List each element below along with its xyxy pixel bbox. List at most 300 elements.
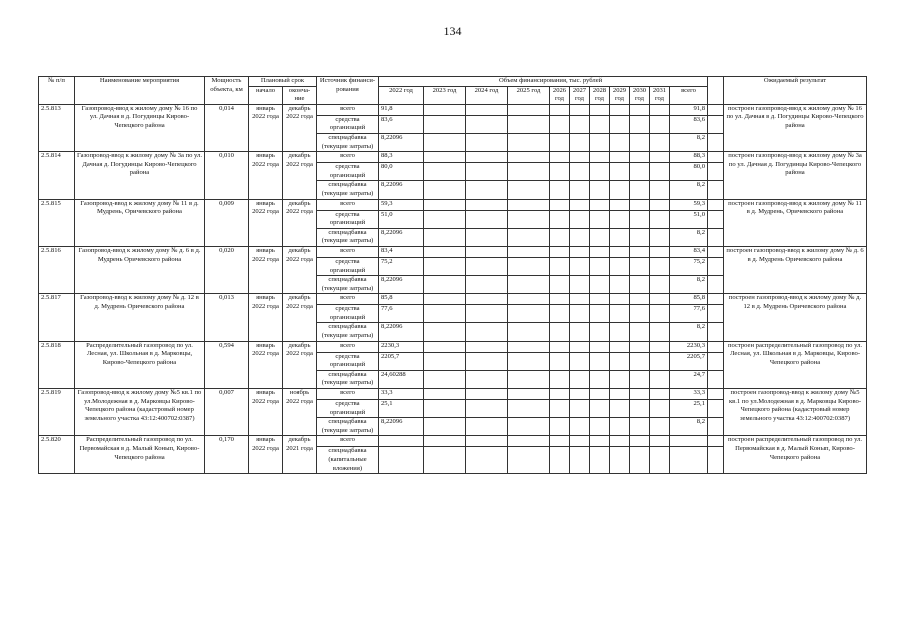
row-value-empty: [424, 418, 466, 436]
row-source: средства организаций: [317, 305, 379, 323]
row-value-empty: [630, 133, 650, 151]
row-value-empty: [610, 294, 630, 305]
row-name: Газопровод-ввод к жилому дому №5 кв.1 по ул.Молодежная в д. Марковцы Кирово-Чепецкого района (кадастровый номер земельного участка 43:12:400702:0387): [75, 389, 205, 436]
row-value-empty: [610, 152, 630, 163]
row-value-empty: [570, 447, 590, 474]
row-value-empty: [424, 228, 466, 246]
table-row: [39, 436, 867, 447]
row-end: декабрь 2022 года: [283, 246, 317, 293]
row-value-empty: [508, 389, 550, 400]
row-value-empty: [650, 447, 670, 474]
row-spacer: [708, 323, 724, 341]
row-value-empty: [508, 115, 550, 133]
row-total: 33,3: [670, 389, 708, 400]
row-value-empty: [610, 305, 630, 323]
row-value-empty: [610, 447, 630, 474]
row-value-empty: [466, 418, 508, 436]
row-source: спецнадбавка (текущие затраты): [317, 418, 379, 436]
row-source: средства организаций: [317, 257, 379, 275]
row-total: 80,0: [670, 163, 708, 181]
row-value-empty: [424, 199, 466, 210]
row-name: Газопровод-ввод к жилому дому № 16 по ул. Дачная в д. Погудинцы Кирово-Чепецкого района: [75, 104, 205, 151]
row-value-empty: [590, 199, 610, 210]
row-value-empty: [424, 400, 466, 418]
row-value-2022: 8,22096: [379, 181, 424, 199]
row-value-empty: [610, 199, 630, 210]
row-value-empty: [610, 341, 630, 352]
header-year: 2024 год: [466, 86, 508, 104]
row-value-2022: [379, 447, 424, 474]
row-value-2022: 85,8: [379, 294, 424, 305]
table-row: [39, 152, 867, 163]
row-capacity: 0,009: [205, 199, 249, 246]
row-source: всего: [317, 341, 379, 352]
row-start: январь 2022 года: [249, 436, 283, 474]
row-value-empty: [570, 418, 590, 436]
row-value-2022: 8,22096: [379, 228, 424, 246]
row-value-empty: [610, 210, 630, 228]
header-year: 2029 год: [610, 86, 630, 104]
row-spacer: [708, 228, 724, 246]
header-financing: Объем финансирования, тыс. рублей: [379, 77, 708, 87]
row-spacer: [708, 181, 724, 199]
row-value-empty: [466, 115, 508, 133]
row-value-2022: 83,6: [379, 115, 424, 133]
row-source: спецнадбавка (текущие затраты): [317, 228, 379, 246]
row-value-empty: [550, 341, 570, 352]
row-value-2022: 80,0: [379, 163, 424, 181]
row-value-empty: [508, 305, 550, 323]
row-value-empty: [590, 341, 610, 352]
row-value-empty: [424, 276, 466, 294]
row-value-empty: [466, 210, 508, 228]
header-year: 2027 год: [570, 86, 590, 104]
row-result: построен газопровод-ввод к жилому дому № 11 в д. Мудрень, Оричевского района: [724, 199, 867, 246]
row-total: 8,2: [670, 181, 708, 199]
row-value-empty: [550, 133, 570, 151]
row-total: 8,2: [670, 228, 708, 246]
row-value-empty: [570, 257, 590, 275]
row-number: 2.5.813: [39, 104, 75, 151]
row-value-empty: [630, 152, 650, 163]
row-capacity: 0,014: [205, 104, 249, 151]
row-total: 51,0: [670, 210, 708, 228]
row-value-empty: [550, 305, 570, 323]
row-result: построен газопровод-ввод к жилому дому № д. 6 в д. Мудрень Оричевского района: [724, 246, 867, 293]
header-num: № п/п: [39, 77, 75, 105]
row-value-empty: [650, 199, 670, 210]
row-value-empty: [466, 294, 508, 305]
row-value-empty: [590, 228, 610, 246]
row-spacer: [708, 341, 724, 352]
row-total: 8,2: [670, 276, 708, 294]
row-capacity: 0,170: [205, 436, 249, 474]
row-value-empty: [590, 133, 610, 151]
row-value-empty: [610, 370, 630, 388]
row-value-empty: [466, 436, 508, 447]
row-value-empty: [590, 104, 610, 115]
row-spacer: [708, 104, 724, 115]
row-value-empty: [590, 115, 610, 133]
row-value-empty: [550, 257, 570, 275]
row-total: 8,2: [670, 323, 708, 341]
row-value-empty: [508, 133, 550, 151]
row-value-empty: [466, 181, 508, 199]
row-value-empty: [508, 323, 550, 341]
row-value-empty: [508, 246, 550, 257]
row-value-empty: [610, 436, 630, 447]
row-value-empty: [630, 436, 650, 447]
header-capacity: Мощность объекта, км: [205, 77, 249, 105]
row-value-empty: [508, 257, 550, 275]
table-row: [39, 199, 867, 210]
row-source: спецнадбавка (текущие затраты): [317, 181, 379, 199]
row-value-empty: [590, 400, 610, 418]
row-spacer: [708, 305, 724, 323]
row-value-empty: [610, 257, 630, 275]
row-value-empty: [630, 370, 650, 388]
row-value-empty: [570, 181, 590, 199]
header-name: Наименование мероприятия: [75, 77, 205, 105]
row-value-empty: [424, 115, 466, 133]
row-value-empty: [570, 163, 590, 181]
row-value-empty: [630, 400, 650, 418]
row-value-empty: [550, 152, 570, 163]
row-value-empty: [610, 246, 630, 257]
row-source: всего: [317, 294, 379, 305]
row-value-empty: [466, 341, 508, 352]
row-value-empty: [466, 305, 508, 323]
row-value-empty: [650, 323, 670, 341]
row-number: 2.5.814: [39, 152, 75, 199]
row-value-empty: [650, 104, 670, 115]
row-value-2022: 24,60288: [379, 370, 424, 388]
row-value-empty: [508, 418, 550, 436]
row-value-empty: [550, 370, 570, 388]
row-source: средства организаций: [317, 115, 379, 133]
row-end: декабрь 2022 года: [283, 104, 317, 151]
row-value-empty: [590, 152, 610, 163]
row-source: всего: [317, 199, 379, 210]
row-value-empty: [650, 400, 670, 418]
row-spacer: [708, 276, 724, 294]
row-value-empty: [650, 436, 670, 447]
table-row: [39, 246, 867, 257]
table-row: [39, 104, 867, 115]
row-start: январь 2022 года: [249, 389, 283, 436]
header-year: 2025 год: [508, 86, 550, 104]
row-value-2022: 77,6: [379, 305, 424, 323]
row-total: 8,2: [670, 133, 708, 151]
row-value-empty: [630, 389, 650, 400]
row-value-empty: [424, 133, 466, 151]
row-value-empty: [650, 210, 670, 228]
row-value-empty: [424, 352, 466, 370]
row-value-empty: [424, 389, 466, 400]
row-source: спецнадбавка (текущие затраты): [317, 276, 379, 294]
row-value-empty: [570, 436, 590, 447]
row-value-empty: [508, 294, 550, 305]
header-year: 2023 год: [424, 86, 466, 104]
row-total: 2230,3: [670, 341, 708, 352]
row-spacer: [708, 389, 724, 400]
row-total: 2205,7: [670, 352, 708, 370]
row-value-empty: [508, 370, 550, 388]
row-value-empty: [570, 152, 590, 163]
row-value-empty: [630, 418, 650, 436]
row-value-empty: [466, 400, 508, 418]
row-value-empty: [424, 305, 466, 323]
row-spacer: [708, 210, 724, 228]
row-value-empty: [550, 352, 570, 370]
row-value-empty: [550, 163, 570, 181]
row-value-empty: [466, 389, 508, 400]
row-value-empty: [630, 199, 650, 210]
header-term-start: начало: [249, 86, 283, 104]
row-end: декабрь 2022 года: [283, 341, 317, 388]
row-start: январь 2022 года: [249, 294, 283, 341]
row-value-empty: [590, 352, 610, 370]
row-value-empty: [570, 246, 590, 257]
row-number: 2.5.817: [39, 294, 75, 341]
row-value-empty: [570, 323, 590, 341]
row-value-empty: [650, 341, 670, 352]
row-value-empty: [590, 447, 610, 474]
row-value-empty: [508, 163, 550, 181]
row-spacer: [708, 447, 724, 474]
row-source: всего: [317, 436, 379, 447]
row-value-empty: [650, 389, 670, 400]
row-spacer: [708, 294, 724, 305]
row-value-empty: [550, 199, 570, 210]
financing-table: [38, 76, 867, 474]
row-name: Распределительный газопровод по ул. Первомайская в д. Малый Конып, Кирово-Чепецкого района: [75, 436, 205, 474]
row-spacer: [708, 370, 724, 388]
row-value-empty: [508, 228, 550, 246]
row-end: декабрь 2022 года: [283, 199, 317, 246]
row-value-2022: 25,1: [379, 400, 424, 418]
row-result: построен газопровод-ввод к жилому дому № 3а по ул. Дачная д. Погудинцы Кирово-Чепецкого района: [724, 152, 867, 199]
row-source: всего: [317, 246, 379, 257]
row-value-empty: [610, 400, 630, 418]
row-value-2022: 88,3: [379, 152, 424, 163]
row-value-empty: [466, 199, 508, 210]
row-source: всего: [317, 389, 379, 400]
row-result: построен распределительный газопровод по ул. Лесная, ул. Школьная в д. Марковцы, Кирово-Чепецкого района: [724, 341, 867, 388]
row-value-empty: [610, 133, 630, 151]
row-value-empty: [610, 115, 630, 133]
row-value-empty: [570, 370, 590, 388]
row-end: декабрь 2022 года: [283, 294, 317, 341]
row-value-empty: [508, 152, 550, 163]
row-total: 25,1: [670, 400, 708, 418]
row-value-empty: [570, 228, 590, 246]
row-value-empty: [570, 341, 590, 352]
row-value-empty: [650, 115, 670, 133]
row-name: Газопровод-ввод к жилому дому № д. 6 в д. Мудрень Оричевского района: [75, 246, 205, 293]
row-value-empty: [650, 228, 670, 246]
row-value-empty: [550, 294, 570, 305]
row-source: средства организаций: [317, 210, 379, 228]
row-value-empty: [550, 389, 570, 400]
row-value-empty: [630, 341, 650, 352]
row-value-2022: 51,0: [379, 210, 424, 228]
page-number: 134: [443, 24, 462, 38]
header-year: 2028 год: [590, 86, 610, 104]
row-value-empty: [550, 436, 570, 447]
row-value-empty: [466, 163, 508, 181]
row-value-empty: [570, 389, 590, 400]
row-value-2022: 75,2: [379, 257, 424, 275]
row-value-2022: 2230,3: [379, 341, 424, 352]
row-capacity: 0,007: [205, 389, 249, 436]
row-value-empty: [650, 418, 670, 436]
row-value-empty: [550, 418, 570, 436]
row-value-empty: [590, 294, 610, 305]
row-capacity: 0,020: [205, 246, 249, 293]
row-value-empty: [466, 133, 508, 151]
row-value-2022: [379, 436, 424, 447]
row-value-empty: [424, 246, 466, 257]
row-value-empty: [650, 163, 670, 181]
row-value-empty: [508, 400, 550, 418]
row-spacer: [708, 436, 724, 447]
row-value-2022: 59,3: [379, 199, 424, 210]
row-value-empty: [610, 323, 630, 341]
row-start: январь 2022 года: [249, 104, 283, 151]
row-value-empty: [466, 152, 508, 163]
row-value-empty: [570, 305, 590, 323]
row-value-empty: [630, 246, 650, 257]
header-term-end: оконча- ние: [283, 86, 317, 104]
row-end: ноябрь 2022 года: [283, 389, 317, 436]
row-spacer: [708, 418, 724, 436]
row-value-empty: [590, 257, 610, 275]
row-value-empty: [650, 246, 670, 257]
row-value-empty: [650, 294, 670, 305]
row-value-2022: 8,22096: [379, 133, 424, 151]
row-value-empty: [650, 370, 670, 388]
row-value-empty: [550, 104, 570, 115]
row-value-empty: [610, 418, 630, 436]
row-value-2022: 2205,7: [379, 352, 424, 370]
header-year: 2022 год: [379, 86, 424, 104]
row-spacer: [708, 115, 724, 133]
row-value-2022: 33,3: [379, 389, 424, 400]
row-start: январь 2022 года: [249, 341, 283, 388]
row-value-empty: [650, 276, 670, 294]
row-value-empty: [590, 276, 610, 294]
row-spacer: [708, 257, 724, 275]
row-value-empty: [508, 181, 550, 199]
row-value-empty: [466, 228, 508, 246]
row-value-empty: [550, 447, 570, 474]
row-result: построен газопровод-ввод к жилому дому № 16 по ул. Дачная в д. Погудинцы Кирово-Чепецкого района: [724, 104, 867, 151]
row-number: 2.5.816: [39, 246, 75, 293]
row-value-empty: [466, 370, 508, 388]
row-total: [670, 447, 708, 474]
row-value-empty: [508, 104, 550, 115]
row-value-empty: [508, 210, 550, 228]
row-value-empty: [550, 276, 570, 294]
row-value-empty: [550, 246, 570, 257]
row-value-empty: [630, 181, 650, 199]
row-total: 85,8: [670, 294, 708, 305]
row-number: 2.5.819: [39, 389, 75, 436]
row-value-empty: [630, 257, 650, 275]
row-value-empty: [630, 115, 650, 133]
row-total: 24,7: [670, 370, 708, 388]
row-spacer: [708, 152, 724, 163]
row-total: 77,6: [670, 305, 708, 323]
row-end: декабрь 2021 года: [283, 436, 317, 474]
row-value-empty: [630, 294, 650, 305]
row-number: 2.5.820: [39, 436, 75, 474]
header-total: всего: [670, 86, 708, 104]
row-capacity: 0,594: [205, 341, 249, 388]
row-name: Распределительный газопровод по ул. Лесная, ул. Школьная в д. Марковцы, Кирово-Чепецкого района: [75, 341, 205, 388]
row-value-empty: [550, 400, 570, 418]
row-value-empty: [424, 210, 466, 228]
row-value-empty: [650, 181, 670, 199]
row-value-empty: [610, 352, 630, 370]
row-result: построен распределительный газопровод по ул. Первомайская в д. Малый Конып, Кирово-Чепецкого района: [724, 436, 867, 474]
header-year: 2031 год: [650, 86, 670, 104]
header-spacer: [708, 77, 724, 105]
row-source: спецнадбавка (текущие затраты): [317, 370, 379, 388]
header-row: [39, 77, 867, 87]
row-value-empty: [590, 436, 610, 447]
row-value-empty: [550, 115, 570, 133]
row-spacer: [708, 199, 724, 210]
row-total: 83,4: [670, 246, 708, 257]
row-value-empty: [550, 323, 570, 341]
row-result: построен газопровод-ввод к жилому дому № д. 12 в д. Мудрень Оричевского района: [724, 294, 867, 341]
row-total: [670, 436, 708, 447]
row-value-empty: [610, 276, 630, 294]
row-value-empty: [610, 389, 630, 400]
row-value-empty: [466, 257, 508, 275]
header-year: 2026 год: [550, 86, 570, 104]
row-value-empty: [570, 210, 590, 228]
row-total: 83,6: [670, 115, 708, 133]
row-value-empty: [508, 352, 550, 370]
row-spacer: [708, 246, 724, 257]
row-source: средства организаций: [317, 163, 379, 181]
row-value-empty: [466, 352, 508, 370]
row-value-empty: [570, 400, 590, 418]
row-source: средства организаций: [317, 352, 379, 370]
row-result: построен газопровод-ввод к жилому дому №5 кв.1 по ул.Молодежная в д. Марковцы Кирово-Чепецкого района (кадастровый номер земельного участка 43:12:400702:0387): [724, 389, 867, 436]
row-value-empty: [570, 294, 590, 305]
row-value-empty: [590, 305, 610, 323]
row-value-empty: [570, 115, 590, 133]
row-spacer: [708, 400, 724, 418]
row-start: январь 2022 года: [249, 152, 283, 199]
row-value-empty: [570, 104, 590, 115]
row-value-empty: [650, 133, 670, 151]
row-value-empty: [590, 210, 610, 228]
row-source: спецнадбавка (капитальные вложения): [317, 447, 379, 474]
row-value-2022: 91,8: [379, 104, 424, 115]
row-value-empty: [630, 352, 650, 370]
row-value-empty: [424, 323, 466, 341]
row-value-empty: [466, 246, 508, 257]
row-name: Газопровод-ввод к жилому дому № 3а по ул. Дачная д. Погудинцы Кирово-Чепецкого района: [75, 152, 205, 199]
row-value-empty: [570, 352, 590, 370]
row-value-2022: 8,22096: [379, 418, 424, 436]
row-value-empty: [466, 323, 508, 341]
